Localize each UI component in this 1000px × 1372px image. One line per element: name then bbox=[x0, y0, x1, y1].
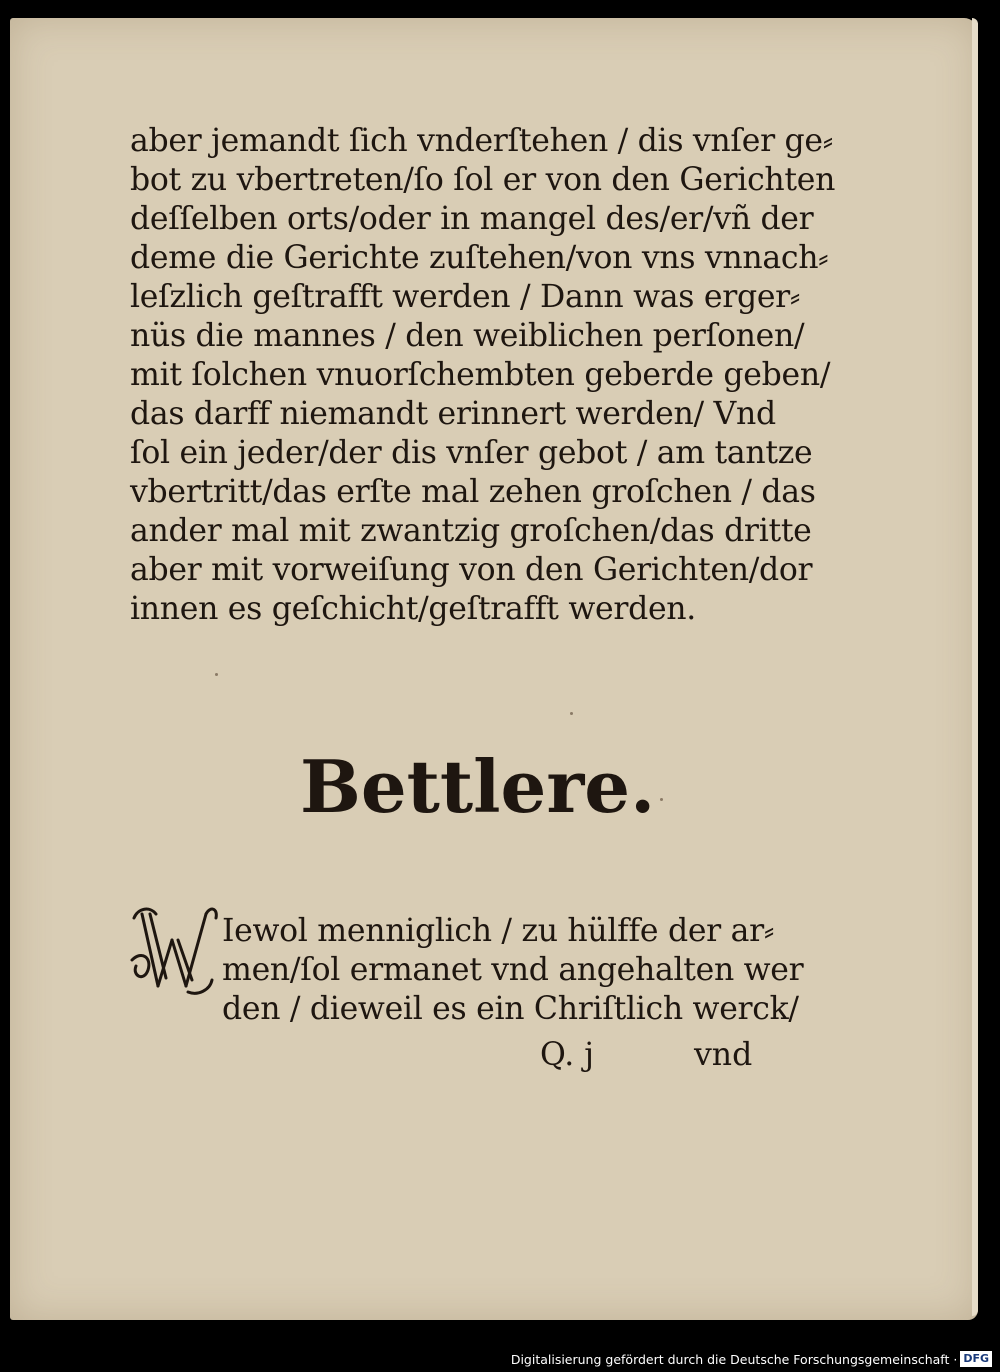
text-line: men/ſol ermanet vnd angehalten wer bbox=[222, 952, 804, 988]
dfg-logo: DFG bbox=[960, 1351, 992, 1367]
text-line: vbertritt/das erſte mal zehen groſchen / das bbox=[130, 474, 816, 510]
paragraph-2 bbox=[222, 912, 804, 1029]
text-line: das darff niemandt erinnert werden/ Vnd bbox=[130, 396, 776, 432]
footer-credit bbox=[511, 1348, 992, 1370]
text-line: aber mit vorweiſung von den Gerichten/dor bbox=[130, 552, 813, 588]
text-line: nüs die mannes / den weiblichen perſonen/ bbox=[130, 318, 805, 354]
text-line: innen es geſchicht/geſtrafft werden. bbox=[130, 591, 696, 627]
signature-mark: Q. j bbox=[540, 1037, 595, 1073]
footer-text: Digitalisierung gefördert durch die Deutsche Forschungsgemeinschaft · bbox=[510, 1351, 958, 1367]
decorated-initial bbox=[128, 900, 220, 996]
paper-speck bbox=[660, 798, 663, 801]
paragraph-1 bbox=[130, 122, 836, 629]
text-line: deſſelben orts/oder in mangel des/er/vñ der bbox=[130, 201, 814, 237]
text-line: Iewol menniglich / zu hülffe der ar⸗ bbox=[222, 913, 775, 949]
paper-speck bbox=[570, 712, 573, 715]
paper-speck bbox=[215, 673, 218, 676]
section-heading: Bettlere. bbox=[300, 744, 656, 829]
text-line: ander mal mit zwantzig groſchen/das dritte bbox=[130, 513, 812, 549]
catchword: vnd bbox=[694, 1037, 753, 1073]
page-edge bbox=[972, 18, 978, 1316]
text-line: aber jemandt ſich vnderſtehen / dis vnſer ge⸗ bbox=[130, 123, 833, 159]
text-line: mit ſolchen vnuorſchembten geberde geben/ bbox=[130, 357, 831, 393]
text-line: leſzlich geſtrafft werden / Dann was erger⸗ bbox=[130, 279, 801, 315]
initial-w-ornament bbox=[128, 900, 220, 996]
text-line: ſol ein jeder/der dis vnſer gebot / am tantze bbox=[130, 435, 813, 471]
text-line: den / dieweil es ein Chriſtlich werck/ bbox=[222, 991, 799, 1027]
text-line: bot zu vbertreten/ſo ſol er von den Gerichten bbox=[130, 162, 836, 198]
text-line: deme die Gerichte zuſtehen/von vns vnnach⸗ bbox=[130, 240, 829, 276]
